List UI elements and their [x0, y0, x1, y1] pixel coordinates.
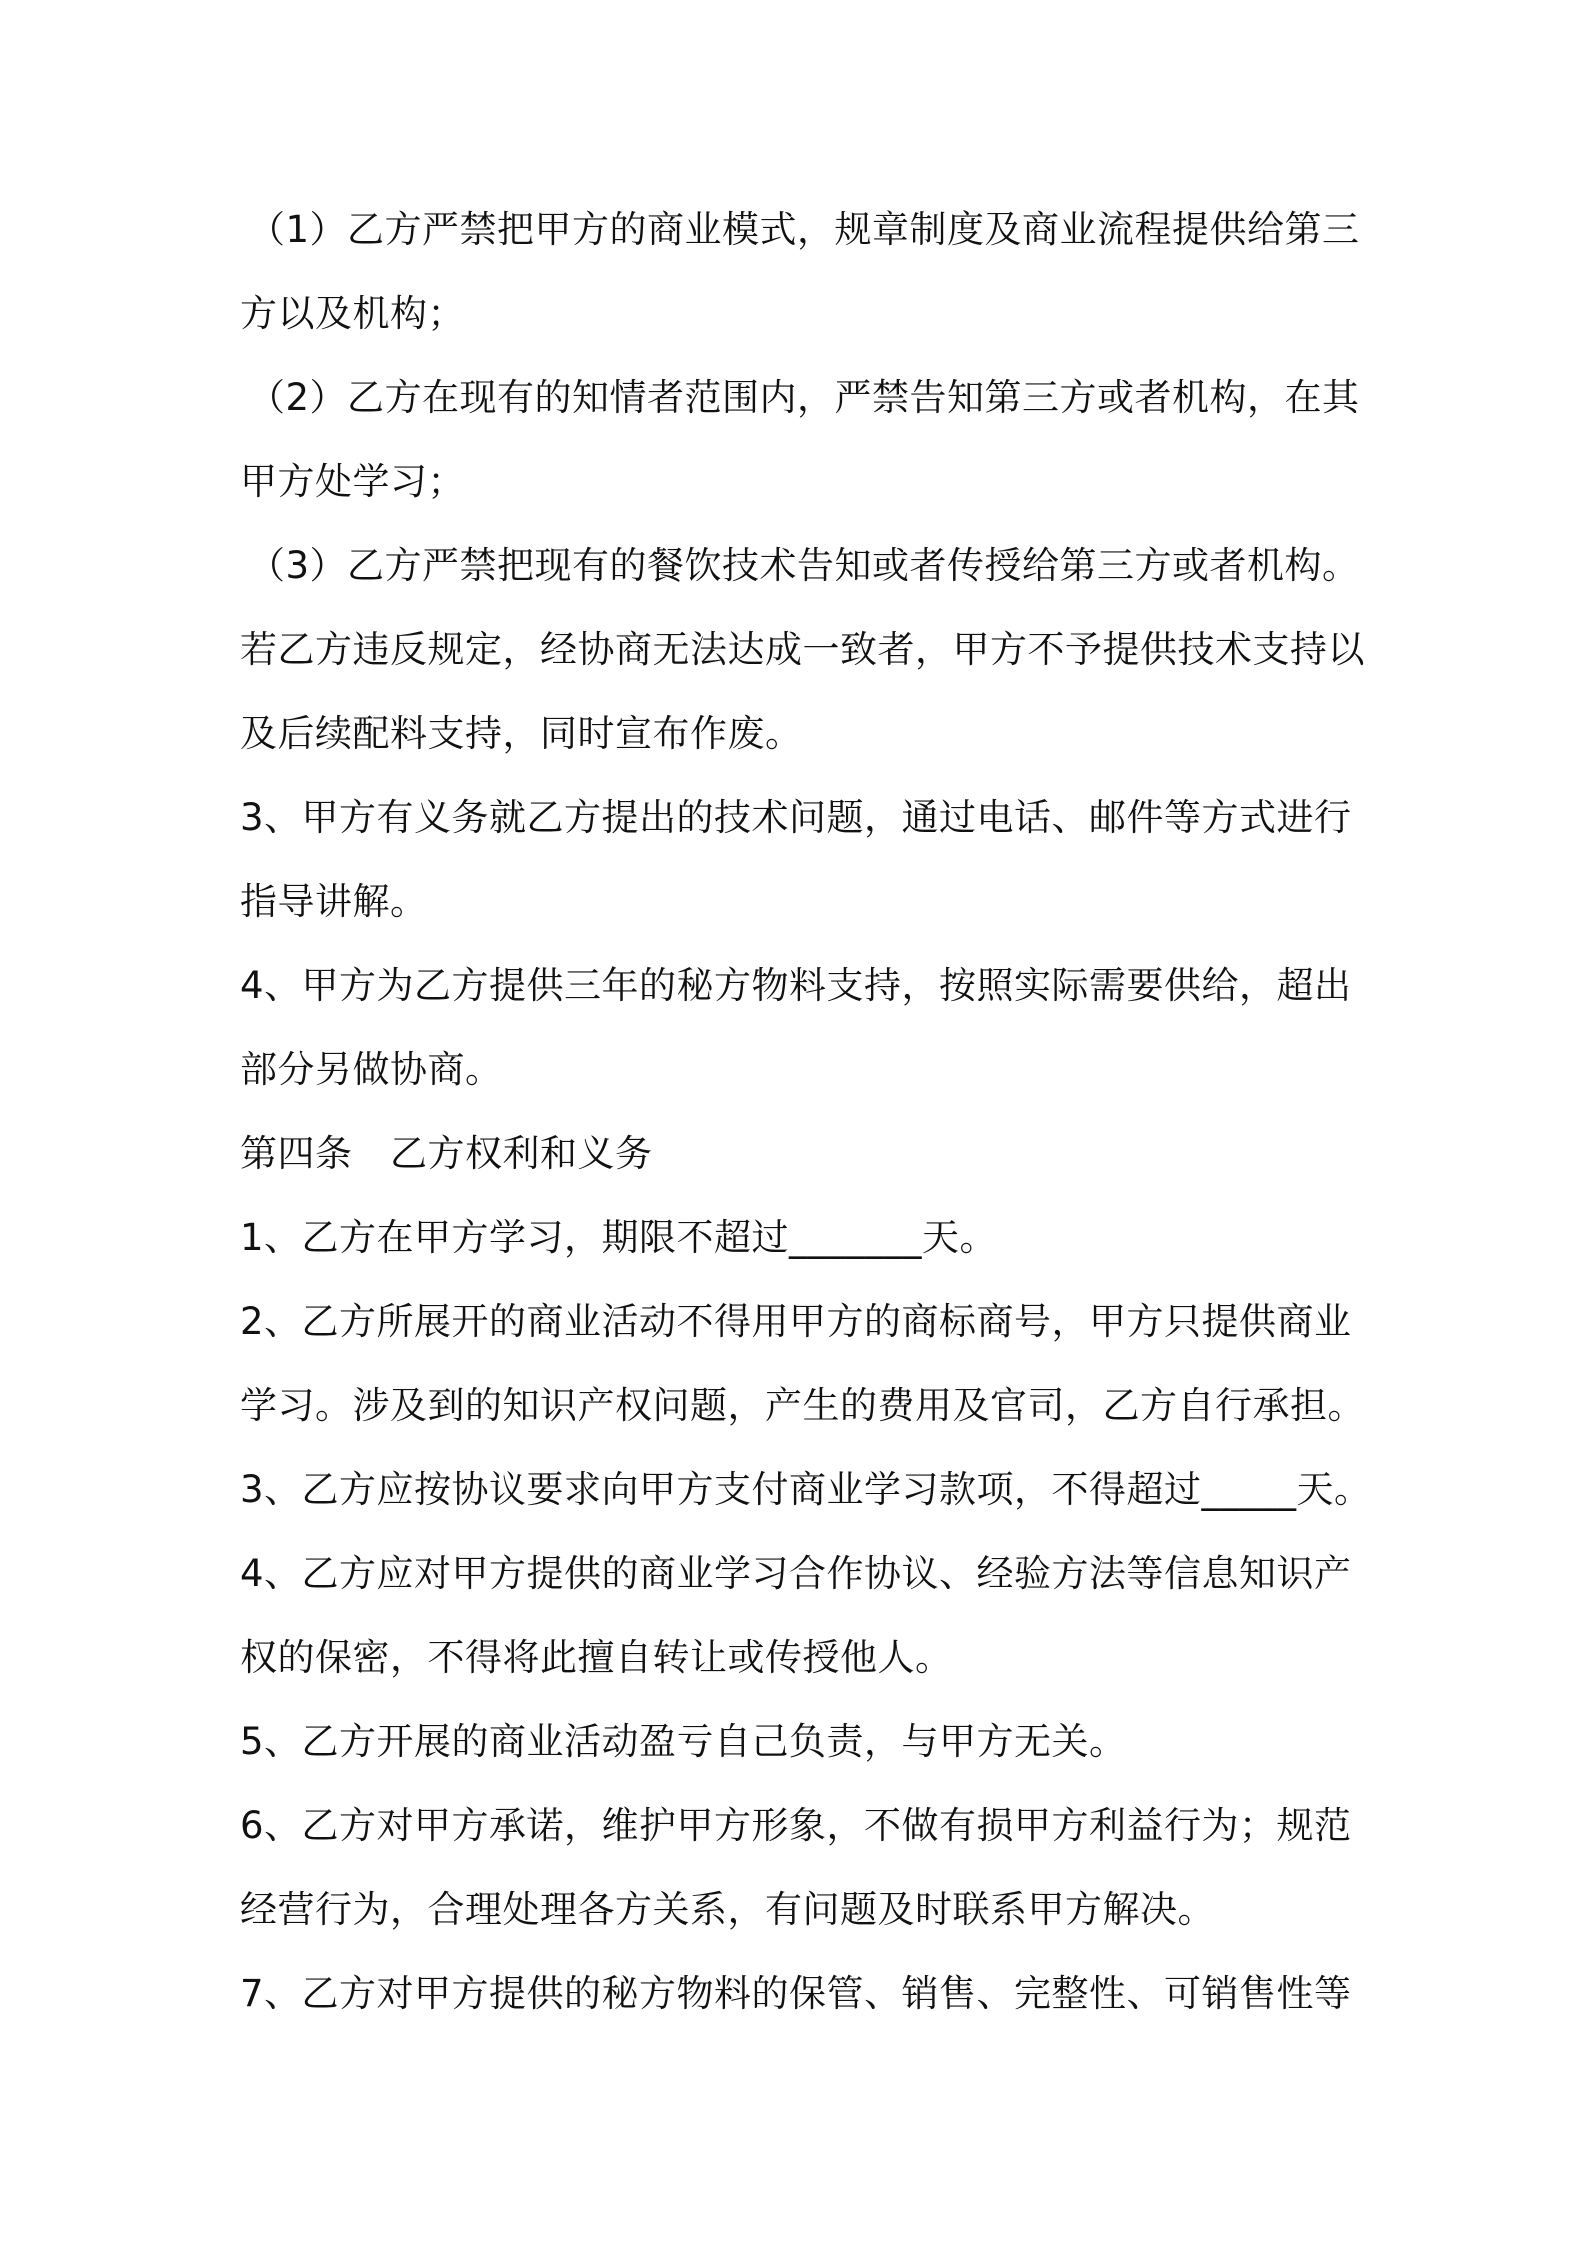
text-line: 1、乙方在甲方学习，期限不超过_______天。: [240, 1216, 998, 1259]
text-line: 经营行为，合理处理各方关系，有问题及时联系甲方解决。: [240, 1888, 1215, 1931]
text-line: 4、乙方应对甲方提供的商业学习合作协议、经验方法等信息知识产: [240, 1552, 1352, 1595]
text-line: 6、乙方对甲方承诺，维护甲方形象，不做有损甲方利益行为；规范: [240, 1804, 1352, 1847]
text-line: 5、乙方开展的商业活动盈亏自己负责，与甲方无关。: [240, 1720, 1127, 1763]
text-line: 4、甲方为乙方提供三年的秘方物料支持，按照实际需要供给，超出: [240, 964, 1352, 1007]
text-line: 甲方处学习；: [240, 460, 465, 503]
text-line: （2）乙方在现有的知情者范围内，严禁告知第三方或者机构，在其: [248, 376, 1360, 419]
text-line: 若乙方违反规定，经协商无法达成一致者，甲方不予提供技术支持以: [240, 628, 1365, 671]
section-heading: 第四条 乙方权利和义务: [240, 1132, 653, 1175]
text-line: 2、乙方所展开的商业活动不得用甲方的商标商号，甲方只提供商业: [240, 1300, 1352, 1343]
text-line: 3、乙方应按协议要求向甲方支付商业学习款项，不得超过_____天。: [240, 1468, 1372, 1511]
text-line: 学习。涉及到的知识产权问题，产生的费用及官司，乙方自行承担。: [240, 1384, 1365, 1427]
text-line: 权的保密，不得将此擅自转让或传授他人。: [240, 1636, 953, 1679]
text-line: （1）乙方严禁把甲方的商业模式，规章制度及商业流程提供给第三: [248, 208, 1360, 251]
text-line: 部分另做协商。: [240, 1048, 503, 1091]
text-line: 及后续配料支持，同时宣布作废。: [240, 712, 803, 755]
text-line: （3）乙方严禁把现有的餐饮技术告知或者传授给第三方或者机构。: [248, 544, 1360, 587]
text-line: 7、乙方对甲方提供的秘方物料的保管、销售、完整性、可销售性等: [240, 1972, 1352, 2015]
text-line: 方以及机构；: [240, 292, 465, 335]
text-line: 指导讲解。: [240, 880, 428, 923]
text-line: 3、甲方有义务就乙方提出的技术问题，通过电话、邮件等方式进行: [240, 796, 1352, 839]
